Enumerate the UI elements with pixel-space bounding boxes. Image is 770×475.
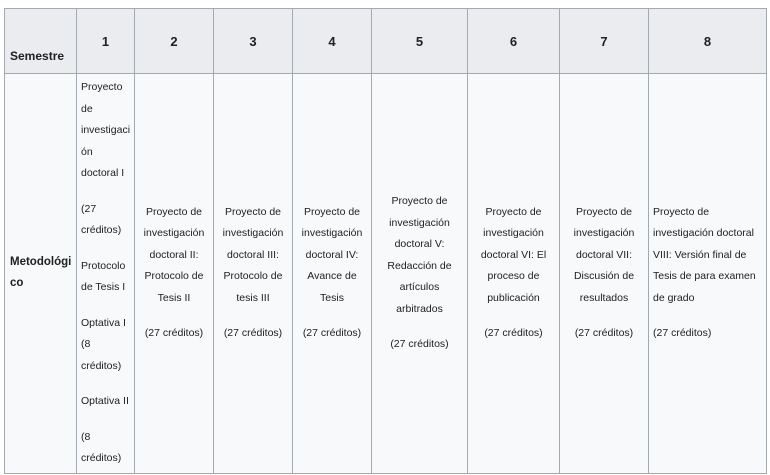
course-credits: (27 créditos) bbox=[223, 327, 283, 340]
course-title: Proyecto de investigación doctoral I bbox=[81, 81, 131, 179]
semester-3-cell bbox=[214, 74, 293, 474]
semester-4-header: 4 bbox=[293, 9, 372, 74]
semester-2-cell bbox=[135, 74, 214, 474]
course-credits: (27 créditos) bbox=[390, 338, 449, 350]
row-label: Metodológico bbox=[5, 74, 77, 474]
course-title: Proyecto de investigación doctoral IV: Avance de Tesis bbox=[301, 205, 363, 304]
course-title: Proyecto de investigación doctoral VI: El proceso de publicación bbox=[480, 205, 547, 304]
course-credits: (27 créditos) bbox=[302, 327, 362, 340]
course-title: Protocolo de Tesis I bbox=[81, 259, 126, 293]
metodologico-row bbox=[5, 74, 767, 474]
semester-5-cell bbox=[372, 74, 468, 474]
course-title: Proyecto de investigación doctoral III: Protocolo de tesis III bbox=[222, 205, 284, 304]
semester-2-header: 2 bbox=[135, 9, 214, 74]
course-title: Proyecto de investigación doctoral V: Redacción de artículos arbitrados bbox=[387, 195, 452, 315]
course-credits: (8 créditos) bbox=[81, 430, 122, 464]
course-title: Proyecto de investigación doctoral VII: Discusión de resultados bbox=[573, 205, 635, 304]
semester-3-header: 3 bbox=[214, 9, 293, 74]
semester-8-cell bbox=[649, 74, 767, 474]
course-title: Proyecto de investigación doctoral II: Protocolo de Tesis II bbox=[143, 205, 205, 304]
course-title: Optativa I (8 créditos) bbox=[81, 316, 126, 372]
course-credits: (27 créditos) bbox=[144, 327, 204, 340]
course-title: Proyecto de investigación doctoral VIII: Versión final de Tesis de para examen de grado bbox=[653, 205, 756, 304]
course-credits: (27 créditos) bbox=[653, 327, 712, 340]
semester-1-header: 1 bbox=[77, 9, 135, 74]
semester-7-cell bbox=[560, 74, 649, 474]
semester-header: Semestre bbox=[5, 9, 77, 74]
course-credits: (27 créditos) bbox=[484, 327, 543, 340]
course-credits: (27 créditos) bbox=[81, 202, 122, 236]
semester-4-cell bbox=[293, 74, 372, 474]
semester-8-header: 8 bbox=[649, 9, 767, 74]
header-row bbox=[5, 9, 767, 74]
semester-6-header: 6 bbox=[468, 9, 560, 74]
semester-6-cell bbox=[468, 74, 560, 474]
semester-1-cell bbox=[77, 74, 135, 474]
semester-5-header: 5 bbox=[372, 9, 468, 74]
course-title: Optativa II bbox=[81, 395, 129, 407]
course-credits: (27 créditos) bbox=[574, 327, 634, 340]
curriculum-table bbox=[4, 8, 767, 474]
semester-7-header: 7 bbox=[560, 9, 649, 74]
